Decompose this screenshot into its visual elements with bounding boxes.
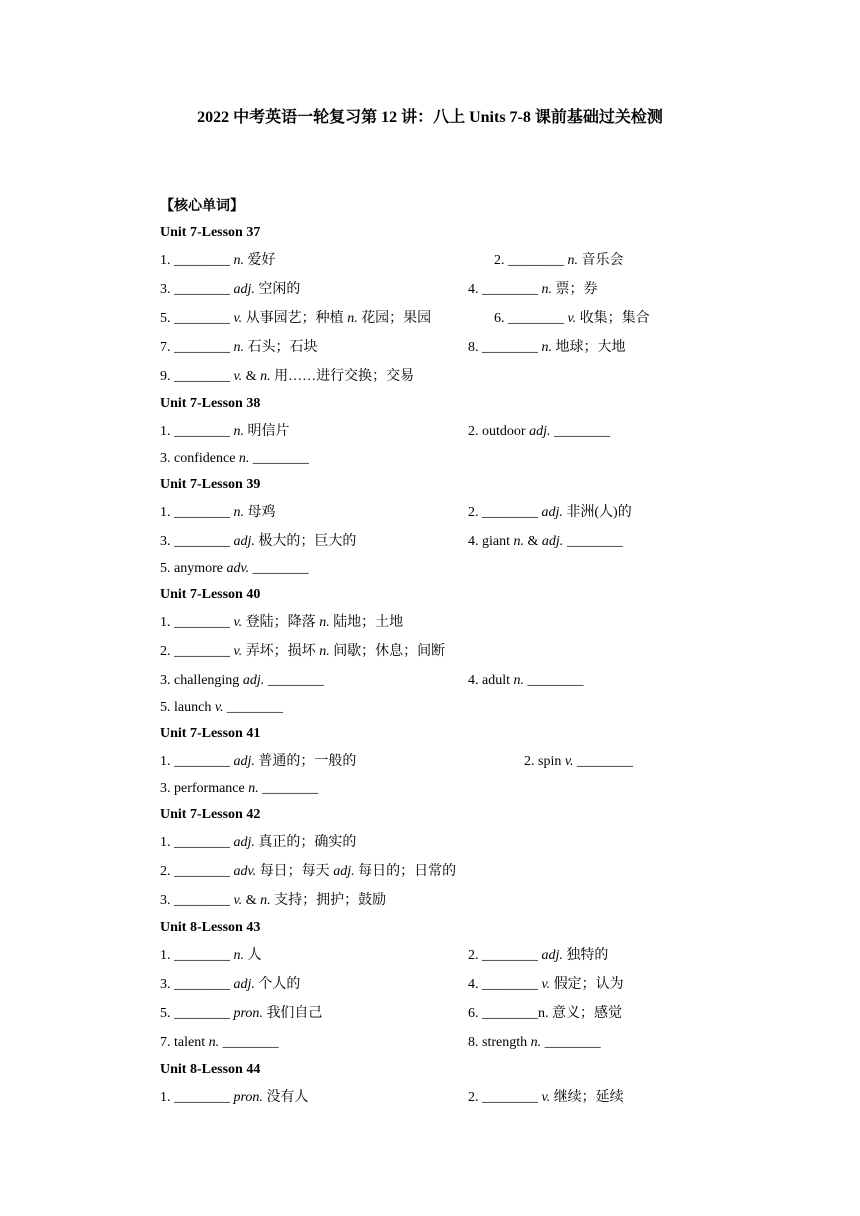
vocab-item: 3. performance n. ________ [160, 781, 319, 796]
vocab-item: 5. launch v. ________ [160, 700, 284, 715]
vocab-row [160, 828, 700, 857]
vocab-item: 2. ________ adj. 非洲(人)的 [468, 505, 632, 520]
vocab-row [160, 556, 700, 582]
vocab-row [160, 608, 700, 637]
vocab-item: 4. giant n. & adj. ________ [468, 534, 623, 549]
vocab-row [160, 527, 700, 556]
vocab-row [160, 695, 700, 721]
vocab-item: 1. ________ n. 爱好 [160, 253, 276, 268]
vocab-row [160, 246, 700, 275]
unit-heading: Unit 7-Lesson 42 [160, 807, 261, 822]
vocab-row [160, 304, 700, 333]
vocab-item: 1. ________ n. 明信片 [160, 424, 290, 439]
vocab-item: 1. ________ adj. 普通的；一般的 [160, 754, 357, 769]
vocab-item: 6. ________n. 意义；感觉 [468, 1006, 622, 1021]
vocab-item: 7. talent n. ________ [160, 1035, 279, 1050]
vocab-item: 2. ________ adj. 独特的 [468, 948, 609, 963]
worksheet-body [160, 194, 700, 1112]
vocab-item: 2. ________ v. 弄坏；损坏 n. 间歇；休息；间断 [160, 644, 446, 659]
vocab-item: 4. adult n. ________ [468, 673, 584, 688]
vocab-row [160, 637, 700, 666]
unit-heading: Unit 7-Lesson 38 [160, 396, 261, 411]
vocab-item: 2. ________ v. 继续；延续 [468, 1090, 624, 1105]
unit-heading: Unit 7-Lesson 40 [160, 587, 261, 602]
vocab-item: 3. challenging adj. ________ [160, 673, 324, 688]
vocab-item: 7. ________ n. 石头；石块 [160, 340, 318, 355]
unit-heading: Unit 8-Lesson 43 [160, 920, 261, 935]
vocab-row [160, 747, 700, 776]
vocab-item: 2. ________ n. 音乐会 [494, 253, 624, 268]
vocab-item: 3. ________ adj. 个人的 [160, 977, 301, 992]
vocab-item: 4. ________ n. 票；券 [468, 282, 598, 297]
vocab-item: 1. ________ n. 母鸡 [160, 505, 276, 520]
vocab-row [160, 446, 700, 472]
vocab-item: 1. ________ v. 登陆；降落 n. 陆地；土地 [160, 615, 404, 630]
vocab-item: 9. ________ v. & n. 用……进行交换；交易 [160, 369, 415, 384]
vocab-row [160, 275, 700, 304]
vocab-item: 3. ________ v. & n. 支持；拥护；鼓励 [160, 893, 387, 908]
vocab-item: 5. ________ v. 从事园艺；种植 n. 花园；果园 [160, 311, 432, 326]
section-heading: 【核心单词】 [160, 199, 244, 214]
vocab-row [160, 1083, 700, 1112]
vocab-row [160, 417, 700, 446]
vocab-item: 8. ________ n. 地球；大地 [468, 340, 626, 355]
vocab-item: 8. strength n. ________ [468, 1035, 601, 1050]
vocab-row [160, 970, 700, 999]
unit-heading: Unit 7-Lesson 39 [160, 477, 261, 492]
vocab-row [160, 1028, 700, 1057]
vocab-item: 2. ________ adv. 每日；每天 adj. 每日的；日常的 [160, 864, 457, 879]
vocab-row [160, 666, 700, 695]
vocab-item: 5. ________ pron. 我们自己 [160, 1006, 323, 1021]
vocab-row [160, 999, 700, 1028]
vocab-item: 1. ________ adj. 真正的；确实的 [160, 835, 357, 850]
vocab-item: 6. ________ v. 收集；集合 [494, 311, 650, 326]
unit-heading: Unit 7-Lesson 37 [160, 225, 261, 240]
vocab-item: 3. ________ adj. 空闲的 [160, 282, 301, 297]
page-title: 2022 中考英语一轮复习第 12 讲：八上 Units 7-8 课前基础过关检测 [197, 109, 663, 126]
vocab-item: 1. ________ n. 人 [160, 948, 262, 963]
vocab-item: 2. outdoor adj. ________ [468, 424, 610, 439]
vocabulary-units [160, 220, 700, 1112]
vocab-item: 3. confidence n. ________ [160, 451, 309, 466]
vocab-row [160, 857, 700, 886]
vocab-row [160, 333, 700, 362]
vocab-item: 5. anymore adv. ________ [160, 561, 309, 576]
unit-heading: Unit 8-Lesson 44 [160, 1062, 261, 1077]
vocab-row [160, 776, 700, 802]
vocab-row [160, 886, 700, 915]
vocab-item: 3. ________ adj. 极大的；巨大的 [160, 534, 357, 549]
unit-heading: Unit 7-Lesson 41 [160, 726, 261, 741]
vocab-item: 4. ________ v. 假定；认为 [468, 977, 624, 992]
vocab-row [160, 362, 700, 391]
vocab-item: 2. spin v. ________ [524, 754, 634, 769]
vocab-row [160, 941, 700, 970]
vocab-row [160, 498, 700, 527]
vocab-item: 1. ________ pron. 没有人 [160, 1090, 309, 1105]
